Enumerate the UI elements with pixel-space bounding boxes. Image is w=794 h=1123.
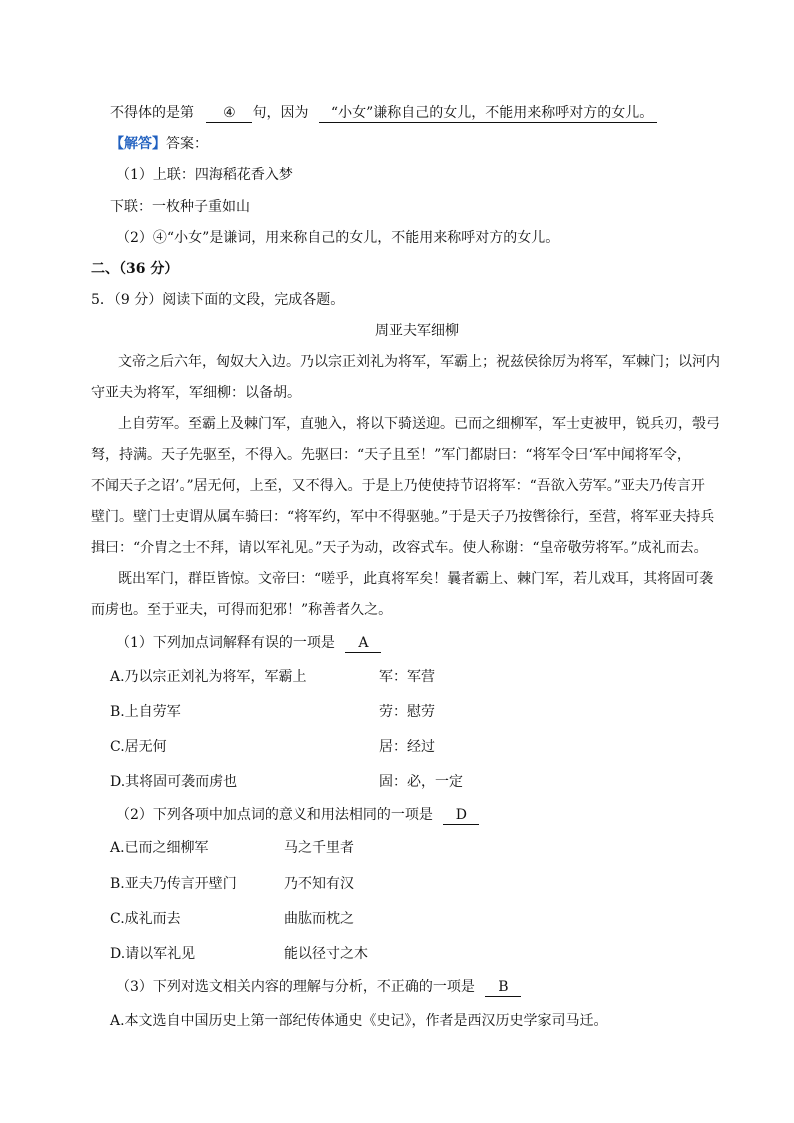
sub2-answer-blank: D bbox=[443, 807, 479, 825]
answer-tag: 【解答】 bbox=[110, 136, 166, 152]
answer-label: 答案： bbox=[166, 136, 208, 152]
q4-prefix: 不得体的是第 bbox=[110, 105, 194, 121]
answer-line-3: （2）④“小女”是谦词，用来称自己的女儿，不能用来称呼对方的女儿。 bbox=[116, 230, 560, 246]
sub1-option-b: B.上自劳军 bbox=[110, 704, 181, 720]
q4-answer-blank: ④ bbox=[206, 105, 252, 123]
q4-conclusion-line bbox=[110, 104, 657, 123]
sub1-option-d: D.其将固可袭而虏也 bbox=[110, 774, 238, 790]
sub2-option-a: A.已而之细柳军 bbox=[110, 840, 209, 856]
section-heading: 二、（36 分） bbox=[91, 261, 179, 277]
sub2-option-b: B.亚夫乃传言开壁门 bbox=[110, 876, 237, 892]
sub1-stem: （1）下列加点词解释有误的一项是 A bbox=[116, 634, 381, 653]
sub2-option-c-compare: 曲肱而枕之 bbox=[284, 911, 354, 927]
q5-stem: 5．（9 分）阅读下面的文段，完成各题。 bbox=[91, 292, 345, 308]
sub2-stem: （2）下列各项中加点词的意义和用法相同的一项是 D bbox=[116, 806, 479, 825]
sub3-stem: （3）下列对选文相关内容的理解与分析，不正确的一项是 B bbox=[116, 978, 521, 997]
q4-reason-blank: “小女”谦称自己的女儿，不能用来称呼对方的女儿。 bbox=[319, 105, 657, 123]
passage-p2-line4: 壁门。壁门士吏谓从属车骑曰：“将军约，军中不得驱驰。”于是天子乃按辔徐行，至营，将军亚夫持兵 bbox=[91, 509, 715, 525]
passage-p3-line1: 既出军门，群臣皆惊。文帝曰：“嗟乎，此真将军矣！曩者霸上、棘门军，若儿戏耳，其将固可袭 bbox=[118, 571, 714, 587]
sub1-option-c: C.居无何 bbox=[110, 739, 167, 755]
sub2-option-d-compare: 能以径寸之木 bbox=[284, 946, 368, 962]
sub1-option-c-gloss: 居：经过 bbox=[379, 739, 435, 755]
sub1-option-b-gloss: 劳：慰劳 bbox=[379, 704, 435, 720]
answer-line-2: 下联：一枚种子重如山 bbox=[110, 199, 250, 215]
sub2-option-c: C.成礼而去 bbox=[110, 911, 181, 927]
sub3-answer-blank: B bbox=[485, 979, 521, 997]
sub3-option-a: A.本文选自中国历史上第一部纪传体通史《史记》，作者是西汉历史学家司马迁。 bbox=[110, 1013, 608, 1029]
passage-p2-line1: 上自劳军。至霸上及棘门军，直驰入，将以下骑送迎。已而之细柳军，军士吏被甲，锐兵刃，彀弓 bbox=[118, 416, 720, 432]
q4-mid: 句，因为 bbox=[252, 105, 309, 121]
passage-p3-line2: 而虏也。至于亚夫，可得而犯邪！”称善者久之。 bbox=[91, 602, 393, 618]
passage-title: 周亚夫军细柳 bbox=[375, 323, 459, 339]
passage-p2-line5: 揖曰：“介胄之士不拜，请以军礼见。”天子为动，改容式车。使人称谢：“皇帝敬劳将军。”成礼而去。 bbox=[91, 540, 708, 556]
sub1-answer-blank: A bbox=[345, 635, 381, 653]
sub2-option-a-compare: 马之千里者 bbox=[284, 840, 354, 856]
sub2-option-d: D.请以军礼见 bbox=[110, 946, 196, 962]
passage-p2-line3: 不闻天子之诏’。”居无何，上至，又不得入。于是上乃使使持节诏将军：“吾欲入劳军。”亚夫乃传言开 bbox=[91, 478, 705, 494]
sub1-option-a-gloss: 军：军营 bbox=[379, 669, 435, 685]
sub2-option-b-compare: 乃不知有汉 bbox=[284, 876, 354, 892]
answer-circled-number: ④ bbox=[152, 230, 167, 246]
passage-p1-line2: 守亚夫为将军，军细柳：以备胡。 bbox=[91, 385, 301, 401]
sub1-option-a: A.乃以宗正刘礼为将军，军霸上 bbox=[110, 669, 307, 685]
sub1-option-d-gloss: 固：必，一定 bbox=[379, 774, 463, 790]
passage-p2-line2: 弩，持满。天子先驱至，不得入。先驱曰：“天子且至！”军门都尉曰：“将军令曰‘军中闻将军令， bbox=[91, 447, 691, 463]
answer-header bbox=[110, 135, 208, 153]
answer-line-1: （1）上联：四海稻花香入梦 bbox=[116, 167, 293, 183]
passage-p1-line1: 文帝之后六年，匈奴大入边。乃以宗正刘礼为将军，军霸上；祝兹侯徐厉为将军，军棘门；以河内 bbox=[118, 354, 720, 370]
